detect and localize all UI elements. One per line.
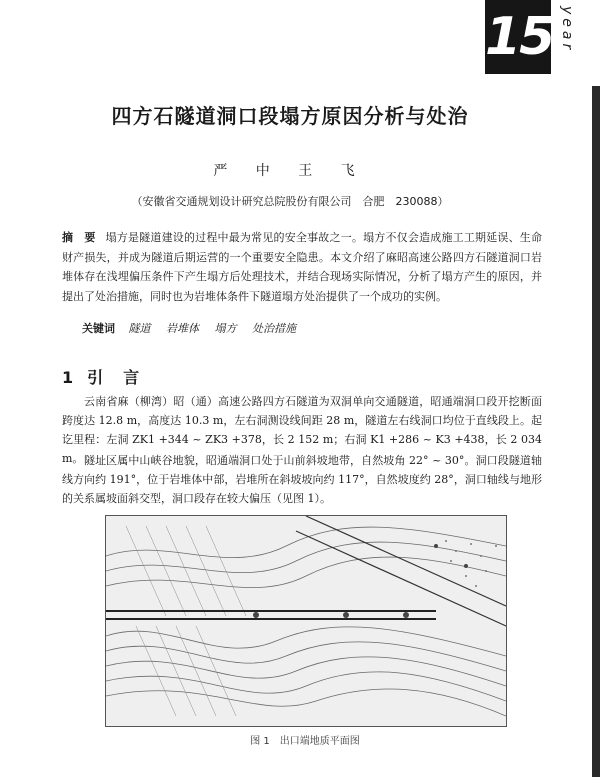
keywords-label: 关键词 [82,322,115,335]
abstract [62,228,542,306]
figure-caption-text: 出口端地质平面图 [279,736,360,747]
issue-badge [485,0,600,80]
section-heading [62,365,141,388]
author-line: 严 中 王 飞 [213,163,367,179]
keyword: 隧道 [128,322,151,335]
keywords [82,320,542,336]
page-edge-bar [592,86,600,777]
issue-year-label: year [559,6,575,54]
article-title: 四方石隧道洞口段塌方原因分析与处治 [111,104,469,128]
geologic-map-figure [105,515,507,727]
body-paragraph: 隧址区属中山峡谷地貌，昭通端洞口处于山前斜坡地带，自然坡角 22° ~ 30°。洞口段隧道轴线方向约 191°，位于岩堆体中部，岩堆所在斜坡坡向约 117°，自然坡度约 28°，洞口轴线与地形的关系属坡面斜交型，洞口段存在较大偏压（见图 1）。 [62,454,542,505]
geologic-map-drawing [106,516,506,726]
affiliation: （安徽省交通规划设计研究总院股份有限公司 合肥 230088） [131,195,449,208]
section-number: 1 [62,368,76,387]
keyword: 处治措施 [252,322,296,335]
figure-caption [105,732,505,747]
issue-number: 15 [485,0,551,74]
section-title: 引 言 [87,368,142,387]
figure-number: 图 1 [250,736,270,747]
keyword: 塌方 [214,322,237,335]
body-paragraph: 云南省麻（柳湾）昭（通）高速公路四方石隧道为双洞单向交通隧道，昭通端洞口段开挖断面跨度达 12.8 m，高度达 10.3 m，左右洞测设线间距 28 m，隧道左右线洞口均位于直线段上。起讫里程：左洞 ZK1 +344 ~ ZK3 +378，长 2 152 m；右洞 K1 +286 ~ K3 +438，长 2 034 m。 [62,395,542,465]
abstract-text: 塌方是隧道建设的过程中最为常见的安全事故之一。塌方不仅会造成施工工期延误、生命财产损失，并成为隧道后期运营的一个重要安全隐患。本文介绍了麻昭高速公路四方石隧道洞口岩堆体存在浅埋偏压条件下产生塌方后处理技术，并结合现场实际情况，分析了塌方产生的原因，并提出了处治措施，同时也为岩堆体条件下隧道塌方处治提供了一个成功的实例。 [62,231,543,303]
abstract-label: 摘 要 [62,231,96,244]
keyword: 岩堆体 [166,322,199,335]
